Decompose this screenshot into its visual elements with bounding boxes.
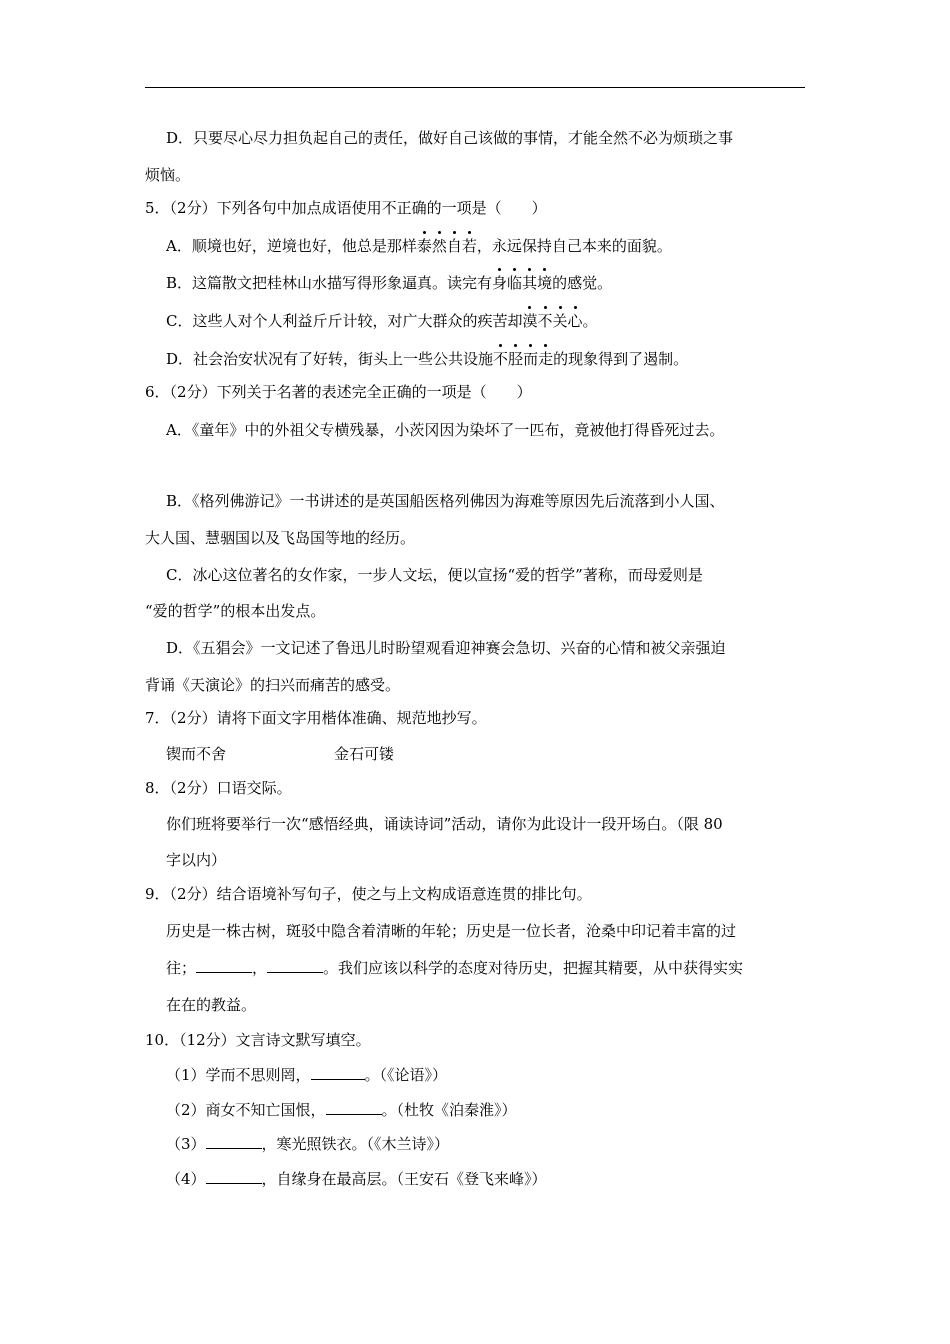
q10-item-4 bbox=[166, 1169, 547, 1189]
q10-text: （2）商女不知亡国恨， bbox=[166, 1101, 326, 1119]
option-text: A．顺境也好，逆境也好，他总是那样 bbox=[166, 237, 417, 255]
q9-context-line2 bbox=[166, 958, 743, 978]
q6-option-b-line1: B．《格列佛游记》一书讲述的是英国船医格列佛因为海难等原因先后流落到小人国、 bbox=[166, 492, 725, 510]
question-8-stem: 8．（2分）口语交际。 bbox=[145, 779, 292, 797]
dotted-idiom bbox=[492, 274, 552, 292]
emphasis-char: 心 bbox=[567, 312, 583, 330]
q8-prompt-line1: 你们班将要举行一次“感悟经典，诵读诗词”活动，请你为此设计一段开场白。（限 80 bbox=[166, 815, 723, 833]
q10-item-2 bbox=[166, 1100, 517, 1120]
q10-text: （4） bbox=[166, 1170, 206, 1188]
q10-text: ，寒光照铁衣。（《木兰诗》） bbox=[261, 1135, 450, 1153]
answer-blank[interactable] bbox=[311, 1065, 365, 1080]
emphasis-char: 若 bbox=[461, 237, 477, 255]
emphasis-char: 关 bbox=[552, 312, 568, 330]
option-text: ，永远保持自己本来的面貌。 bbox=[476, 237, 672, 255]
q10-item-1 bbox=[166, 1065, 447, 1085]
answer-blank[interactable] bbox=[267, 958, 323, 973]
q10-text: （1）学而不思则罔， bbox=[166, 1066, 311, 1084]
emphasis-char: 而 bbox=[523, 350, 539, 368]
q7-word-2: 金石可镂 bbox=[334, 745, 395, 763]
dotted-idiom bbox=[522, 312, 582, 330]
dotted-idiom bbox=[417, 237, 477, 255]
q6-option-a: A．《童年》中的外祖父专横残暴，小茨冈因为染坏了一匹布，竟被他打得昏死过去。 bbox=[166, 421, 725, 439]
answer-blank[interactable] bbox=[206, 1169, 262, 1184]
q10-item-3 bbox=[166, 1134, 449, 1154]
emphasis-char: 临 bbox=[507, 274, 523, 292]
emphasis-char: 境 bbox=[537, 274, 553, 292]
q6-option-b-line2: 大人国、慧骃国以及飞岛国等地的经历。 bbox=[145, 529, 416, 547]
q6-option-c-line1: C．冰心这位著名的女作家，一步人文坛，便以宣扬“爱的哲学”著称，而母爱则是 bbox=[166, 566, 703, 584]
q8-prompt-line2: 字以内） bbox=[166, 851, 227, 869]
emphasis-char: 泰 bbox=[416, 237, 432, 255]
answer-blank[interactable] bbox=[206, 1134, 262, 1149]
emphasis-char: 然 bbox=[431, 237, 447, 255]
emphasis-char: 胫 bbox=[508, 350, 524, 368]
q5-option-a bbox=[166, 236, 672, 256]
q9-text: 往； bbox=[166, 959, 197, 977]
q5-option-d bbox=[166, 349, 688, 369]
q5-option-c bbox=[166, 311, 598, 331]
header-rule bbox=[145, 87, 805, 88]
q10-text: ，自缘身在最高层。（王安石《登飞来峰》） bbox=[261, 1170, 547, 1188]
q10-text: （3） bbox=[166, 1135, 206, 1153]
option-text: 。 bbox=[582, 312, 598, 330]
emphasis-char: 走 bbox=[538, 350, 554, 368]
q7-word-1: 锲而不舍 bbox=[166, 745, 227, 763]
option-text: 的感觉。 bbox=[552, 274, 613, 292]
answer-blank[interactable] bbox=[326, 1100, 382, 1115]
option-text: C．这些人对个人利益斤斤计较，对广大群众的疾苦却 bbox=[166, 312, 523, 330]
option-text: 的现象得到了遏制。 bbox=[553, 350, 689, 368]
q10-text: 。（杜牧《泊秦淮》） bbox=[381, 1101, 517, 1119]
emphasis-char: 不 bbox=[493, 350, 509, 368]
q6-option-c-line2: “爱的哲学”的根本出发点。 bbox=[145, 602, 326, 620]
q9-text: ， bbox=[252, 959, 268, 977]
question-5-stem: 5．（2分）下列各句中加点成语使用不正确的一项是（ ） bbox=[145, 199, 547, 217]
q6-option-d-line1: D．《五猖会》一文记述了鲁迅儿时盼望观看迎神赛会急切、兴奋的心情和被父亲强迫 bbox=[166, 639, 726, 657]
answer-blank[interactable] bbox=[196, 958, 252, 973]
question-9-stem: 9．（2分）结合语境补写句子，使之与上文构成语意连贯的排比句。 bbox=[145, 885, 592, 903]
emphasis-char: 不 bbox=[537, 312, 553, 330]
dotted-idiom bbox=[493, 350, 553, 368]
q6-option-d-line2: 背诵《天演论》的扫兴而痛苦的感受。 bbox=[145, 676, 401, 694]
q10-text: 。（《论语》） bbox=[364, 1066, 448, 1084]
q5-option-b bbox=[166, 273, 612, 293]
emphasis-char: 其 bbox=[522, 274, 538, 292]
q9-context-line3: 在在的教益。 bbox=[166, 996, 257, 1014]
question-7-stem: 7．（2分）请将下面文字用楷体准确、规范地抄写。 bbox=[145, 709, 487, 727]
option-text: B．这篇散文把桂林山水描写得形象逼真。读完有 bbox=[166, 274, 493, 292]
q9-text: 。我们应该以科学的态度对待历史，把握其精要，从中获得实实 bbox=[323, 959, 744, 977]
emphasis-char: 身 bbox=[492, 274, 508, 292]
question-10-stem: 10．（12分）文言诗文默写填空。 bbox=[145, 1031, 371, 1049]
q9-context-line1: 历史是一株古树，斑驳中隐含着清晰的年轮；历史是一位长者，沧桑中印记着丰富的过 bbox=[166, 922, 737, 940]
q4-option-d-line2: 烦恼。 bbox=[145, 166, 191, 184]
option-text: D．社会治安状况有了好转，街头上一些公共设施 bbox=[166, 350, 494, 368]
emphasis-char: 漠 bbox=[522, 312, 538, 330]
emphasis-char: 自 bbox=[446, 237, 462, 255]
question-6-stem: 6．（2分）下列关于名著的表述完全正确的一项是（ ） bbox=[145, 383, 532, 401]
q4-option-d-line1: D．只要尽心尽力担负起自己的责任，做好自己该做的事情，才能全然不必为烦琐之事 bbox=[166, 129, 734, 147]
